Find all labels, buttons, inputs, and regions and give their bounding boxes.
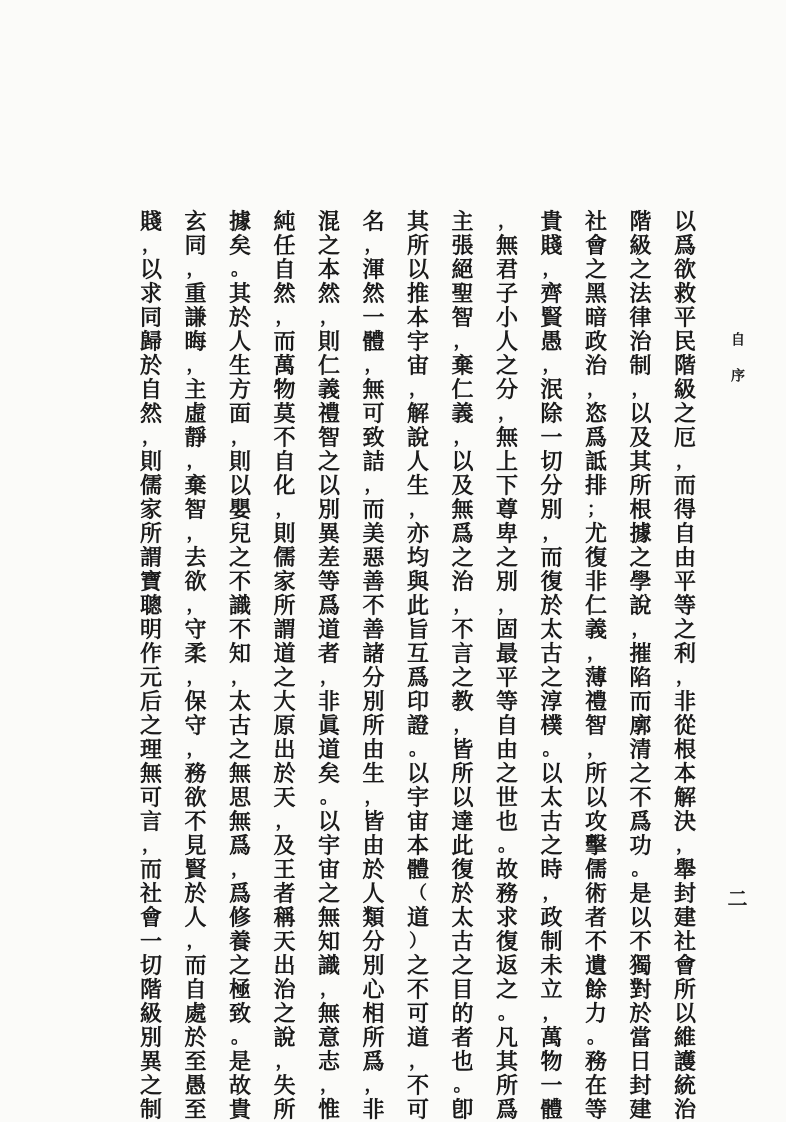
text-column: ， 無 君 子 小 人 之 分 ， 無 上 下 尊 卑 之 別 ， 固 最 平 等 自 由 之 世 也 。 故 務 求 復 返 之 。 凡 其 所 爲 [495, 211, 518, 1122]
text-column: 據 矣 。 其 於 人 生 方 面 ， 則 以 嬰 兒 之 不 識 不 知 ， 太 古 之 無 思 無 爲 ， 爲 修 養 之 極 致 。 是 故 貴 [228, 209, 251, 1122]
text-column: 玄 同 ， 重 謙 晦 ， 主 虛 靜 ， 棄 智 ， 去 欲 ， 守 柔 ， 保 守 ， 務 欲 不 見 賢 於 人 ， 而 自 處 於 至 愚 至 [184, 209, 207, 1122]
text-column: 其 所 以 推 本 宇 宙 ， 解 說 人 生 ， 亦 均 與 此 旨 互 爲 印 證 。 以 宇 宙 本 體 （ 道 ） 之 不 可 道 ， 不 可 [406, 209, 429, 1122]
text-column: 名 ， 渾 然 一 體 ， 無 可 致 詰 ， 而 美 惡 善 不 善 諸 分 別 所 由 生 ， 皆 由 於 人 類 分 別 心 相 所 爲 ， 非 [362, 209, 385, 1122]
page-number: 二 [724, 888, 748, 908]
running-header-title: 自序 [729, 332, 745, 404]
text-column: 賤 ， 以 求 同 歸 於 自 然 ， 則 儒 家 所 謂 寶 聰 明 作 元 后 之 理 無 可 言 ， 而 社 會 一 切 階 級 別 異 之 制 [139, 209, 162, 1122]
text-column: 貴 賤 ， 齊 賢 愚 ， 泯 除 一 切 分 別 ， 而 復 於 太 古 之 淳 樸 。 以 太 古 之 時 ， 政 制 未 立 ， 萬 物 一 體 [540, 209, 563, 1122]
text-column: 主 張 絕 聖 智 ， 棄 仁 義 ， 以 及 無 爲 之 治 ， 不 言 之 教 ， 皆 所 以 達 此 復 於 太 古 之 目 的 者 也 。 卽 [451, 209, 474, 1122]
text-column: 階 級 之 法 律 治 制 ， 以 及 其 所 根 據 之 學 說 ， 摧 陷 而 廓 清 之 不 爲 功 。 是 以 不 獨 對 於 當 日 封 建 [629, 209, 652, 1122]
text-column: 社 會 之 黑 暗 政 治 ， 恣 爲 詆 排 ； 尤 復 非 仁 義 ， 薄 禮 智 ， 所 以 攻 擊 儒 術 者 不 遺 餘 力 。 務 在 等 [584, 209, 607, 1122]
text-column: 以 爲 欲 救 平 民 階 級 之 厄 ， 而 得 自 由 平 等 之 利 ， 非 從 根 本 解 決 ， 舉 封 建 社 會 所 以 維 護 統 治 [673, 209, 696, 1122]
text-column: 純 任 自 然 ， 而 萬 物 莫 不 自 化 ， 則 儒 家 所 謂 道 之 大 原 出 於 天 ， 及 王 者 稱 天 出 治 之 說 ， 失 所 [273, 209, 296, 1122]
text-column: 混 之 本 然 ， 則 仁 義 禮 智 之 以 別 異 差 等 爲 道 者 ， 非 眞 道 矣 。 以 宇 宙 之 無 知 識 ， 無 意 志 ， 惟 [317, 209, 340, 1122]
